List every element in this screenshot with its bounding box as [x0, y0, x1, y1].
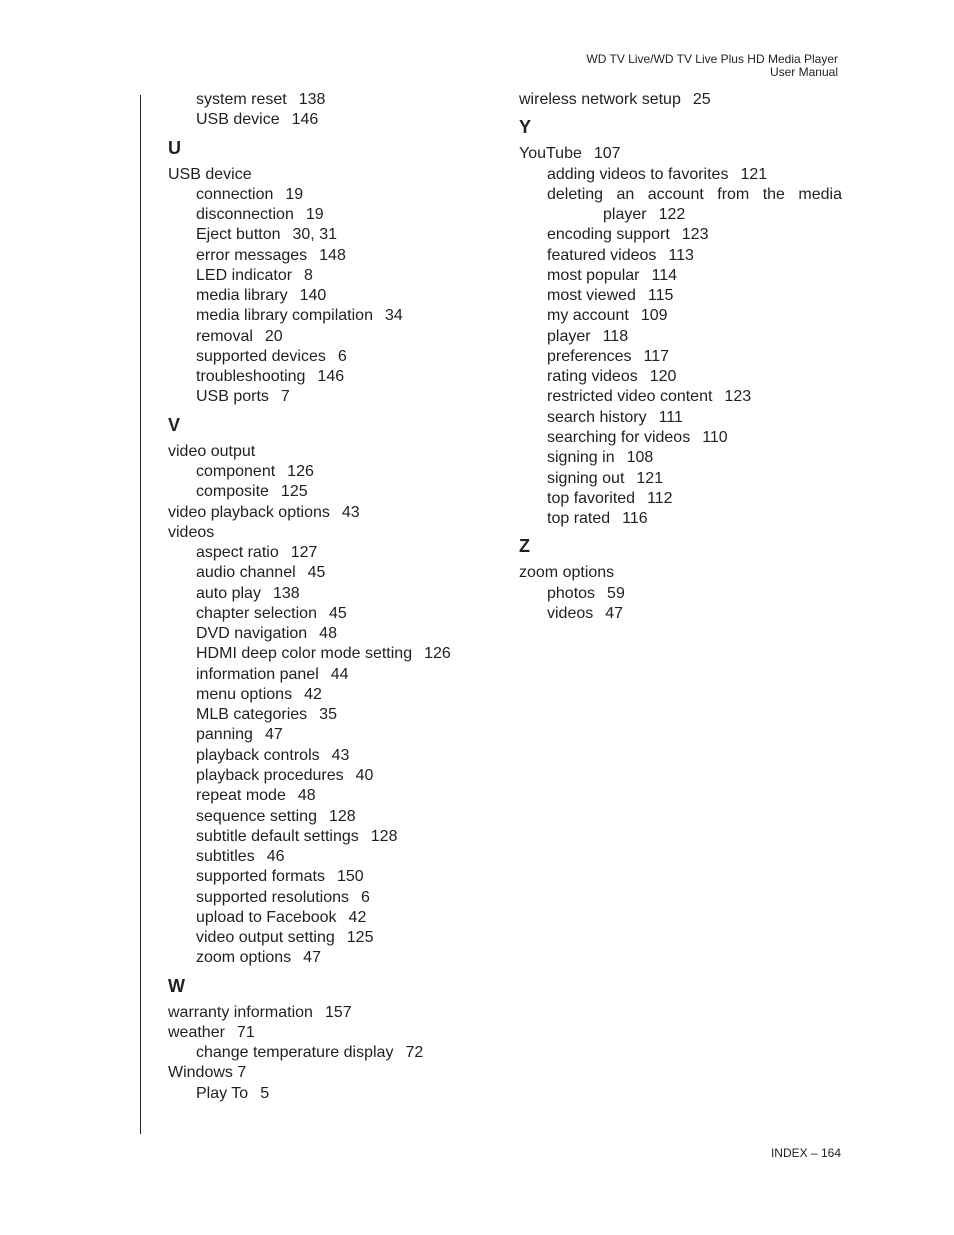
column-rule [140, 95, 141, 1134]
index-entry: video playback options 43 [168, 503, 360, 521]
index-entry: warranty information 157 [168, 1003, 352, 1021]
index-subentry: removal 20 [196, 327, 283, 345]
index-subentry: connection 19 [196, 185, 304, 203]
index-subentry: MLB categories 35 [196, 706, 337, 724]
index-subentry: DVD navigation 48 [196, 625, 337, 643]
index-subentry: subtitle default settings 128 [196, 827, 398, 845]
index-subentry: information panel 44 [196, 665, 349, 683]
index-subentry: LED indicator 8 [196, 266, 313, 284]
index-subentry: my account 109 [547, 307, 668, 325]
index-letter-heading: V [168, 414, 181, 435]
index-subentry: top favorited 112 [547, 489, 673, 507]
index-subentry: auto play 138 [196, 584, 300, 602]
index-subentry: most viewed 115 [547, 287, 674, 305]
header-subtitle: User Manual [769, 65, 838, 79]
index-subentry: videos 47 [547, 604, 624, 622]
header-title: WD TV Live/WD TV Live Plus HD Media Player [586, 52, 838, 66]
index-subentry: most popular 114 [547, 266, 678, 284]
index-subentry: player 118 [547, 327, 629, 345]
index-subentry: video output setting 125 [196, 929, 374, 947]
index-column-right [519, 90, 842, 624]
index-subentry: disconnection 19 [196, 206, 324, 224]
index-letter-heading: Z [519, 536, 530, 557]
index-entry: video output [168, 442, 256, 460]
index-subentry: restricted video content 123 [547, 388, 752, 406]
index-subentry: USB device 146 [196, 111, 319, 129]
index-subentry: media library 140 [196, 287, 327, 305]
index-subentry: Eject button 30, 31 [196, 226, 337, 244]
index-subentry: audio channel 45 [196, 564, 326, 582]
index-entry: videos [168, 523, 215, 541]
index-subentry: error messages 148 [196, 246, 346, 264]
index-subentry: aspect ratio 127 [196, 544, 318, 562]
index-subentry: troubleshooting 146 [196, 368, 345, 386]
page-footer: INDEX – 164 [770, 1146, 841, 1160]
index-column-left [168, 90, 488, 1104]
index-subentry: signing in 108 [547, 449, 654, 467]
running-header [586, 53, 838, 79]
index-subentry-continuation: player 122 [603, 206, 686, 224]
index-subentry: adding videos to favorites 121 [547, 165, 768, 183]
index-subentry: system reset 138 [196, 91, 326, 108]
index-subentry: menu options 42 [196, 685, 322, 703]
index-subentry: playback controls 43 [196, 746, 350, 764]
index-subentry: supported formats 150 [196, 868, 364, 886]
index-subentry: media library compilation 34 [196, 307, 403, 325]
index-subentry: preferences 117 [547, 347, 670, 365]
index-subentry: sequence setting 128 [196, 807, 356, 825]
index-letter-heading: Y [519, 117, 532, 138]
index-subentry: top rated 116 [547, 510, 648, 528]
index-subentry: signing out 121 [547, 469, 664, 487]
index-letter-heading: W [168, 975, 185, 996]
index-subentry: rating videos 120 [547, 368, 677, 386]
index-subentry: encoding support 123 [547, 226, 709, 244]
index-entry: Windows 7 [168, 1064, 247, 1082]
index-subentry: panning 47 [196, 726, 283, 744]
index-subentry: Play To 5 [196, 1084, 270, 1102]
index-subentry: photos 59 [547, 584, 625, 602]
index-subentry: HDMI deep color mode setting 126 [196, 645, 451, 663]
index-entry: zoom options [519, 564, 615, 582]
index-subentry: featured videos 113 [547, 246, 694, 264]
index-entry: USB device [168, 165, 252, 183]
index-subentry: search history 111 [547, 408, 683, 426]
index-subentry: playback procedures 40 [196, 766, 374, 784]
index-entry: weather 71 [168, 1023, 255, 1041]
index-subentry: supported devices 6 [196, 347, 347, 365]
index-subentry: repeat mode 48 [196, 787, 316, 805]
index-subentry: change temperature display 72 [196, 1044, 424, 1062]
index-subentry: supported resolutions 6 [196, 888, 370, 906]
index-subentry: component 126 [196, 462, 314, 480]
index-entry: wireless network setup 25 [519, 91, 711, 108]
index-entry: YouTube 107 [519, 145, 621, 163]
index-subentry: USB ports 7 [196, 388, 290, 406]
index-subentry: chapter selection 45 [196, 604, 347, 622]
index-subentry: searching for videos 110 [547, 428, 728, 446]
index-subentry: zoom options 47 [196, 949, 321, 967]
index-subentry: composite 125 [196, 483, 308, 501]
index-letter-heading: U [168, 137, 181, 158]
index-subentry: upload to Facebook 42 [196, 908, 367, 926]
index-subentry: subtitles 46 [196, 848, 285, 866]
index-subentry-wrapped: deleting an account from the media [547, 185, 842, 203]
